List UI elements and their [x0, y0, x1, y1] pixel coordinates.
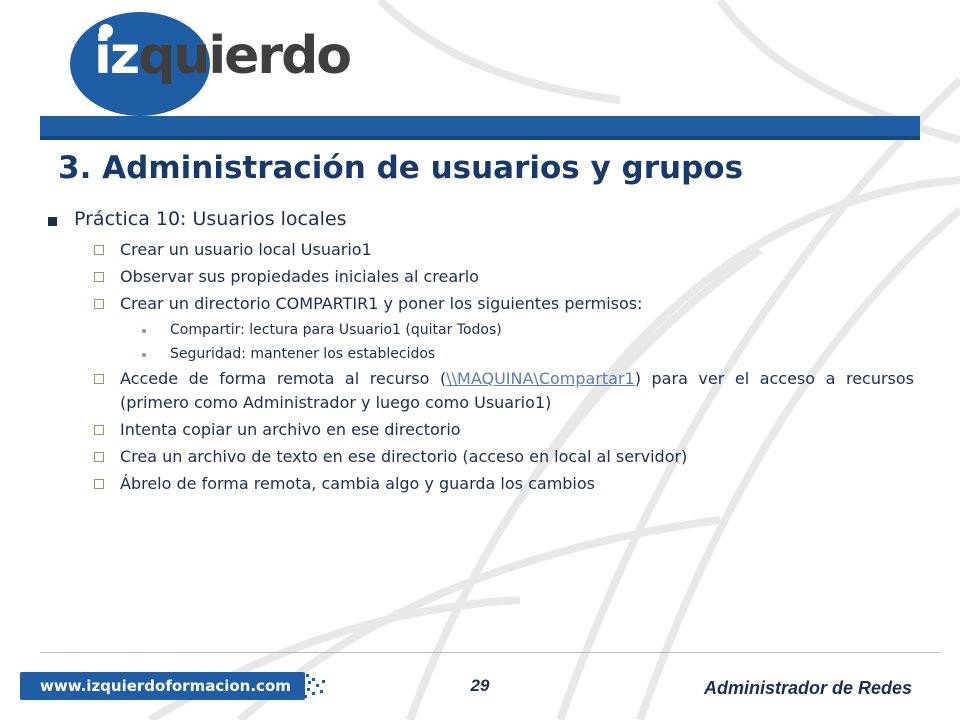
- remote-share-link[interactable]: \\MAQUINA\Compartar1: [446, 369, 635, 388]
- page-number: 29: [470, 676, 490, 695]
- list-item: [44, 238, 914, 262]
- logo-part-dark: quierdo: [138, 26, 351, 86]
- footer-website[interactable]: www.izquierdoformacion.com: [20, 672, 305, 700]
- sub-list-item-text: Compartir: lectura para Usuario1 (quitar Todos): [170, 322, 502, 338]
- course-name: Administrador de Redes: [703, 678, 912, 698]
- hollow-square-bullet-icon: [94, 299, 104, 309]
- list-item-text: Observar sus propiedades iniciales al crearlo: [120, 267, 479, 286]
- sub-list-item: [44, 319, 914, 341]
- hollow-square-bullet-icon: [94, 245, 104, 255]
- slide-content: [44, 208, 914, 499]
- list-item: [44, 445, 914, 469]
- sub-list-item: [44, 343, 914, 365]
- list-item-text: Intenta copiar un archivo en ese directorio: [120, 420, 461, 439]
- hollow-square-bullet-icon: [94, 479, 104, 489]
- section-heading-text: Práctica 10: Usuarios locales: [74, 208, 347, 230]
- list-item: [44, 265, 914, 289]
- list-item: [44, 418, 914, 442]
- dot-grid-icon: [298, 672, 328, 700]
- list-item-text: Ábrelo de forma remota, cambia algo y guarda los cambios: [120, 474, 595, 493]
- square-bullet-icon: [48, 217, 57, 226]
- dot-bullet-icon: [142, 353, 146, 357]
- list-item-text: Crear un directorio COMPARTIR1 y poner los siguientes permisos:: [120, 294, 643, 313]
- list-item-text-after-link: ) para ver el acceso a recursos (primero como Administrador y luego como Usuario1): [120, 369, 915, 412]
- list-item-text-before-link: Accede de forma remota al recurso (: [120, 369, 447, 388]
- list-item: [44, 472, 914, 496]
- sub-list-item-text: Seguridad: mantener los establecidos: [170, 346, 436, 362]
- header-bar-shade: [40, 136, 920, 140]
- hollow-square-bullet-icon: [94, 452, 104, 462]
- page-title: 3. Administración de usuarios y grupos: [58, 150, 744, 186]
- logo: [94, 26, 351, 86]
- logo-part-white: iz: [94, 26, 139, 86]
- list-item-text: Crea un archivo de texto en ese directorio (acceso en local al servidor): [120, 447, 688, 466]
- list-item: [44, 292, 914, 316]
- hollow-square-bullet-icon: [94, 272, 104, 282]
- list-item: [44, 367, 914, 415]
- section-heading: [44, 208, 914, 230]
- dot-bullet-icon: [142, 329, 146, 333]
- hollow-square-bullet-icon: [94, 425, 104, 435]
- footer-divider: [40, 652, 940, 653]
- hollow-square-bullet-icon: [94, 374, 104, 384]
- list-item-text: Crear un usuario local Usuario1: [120, 240, 372, 259]
